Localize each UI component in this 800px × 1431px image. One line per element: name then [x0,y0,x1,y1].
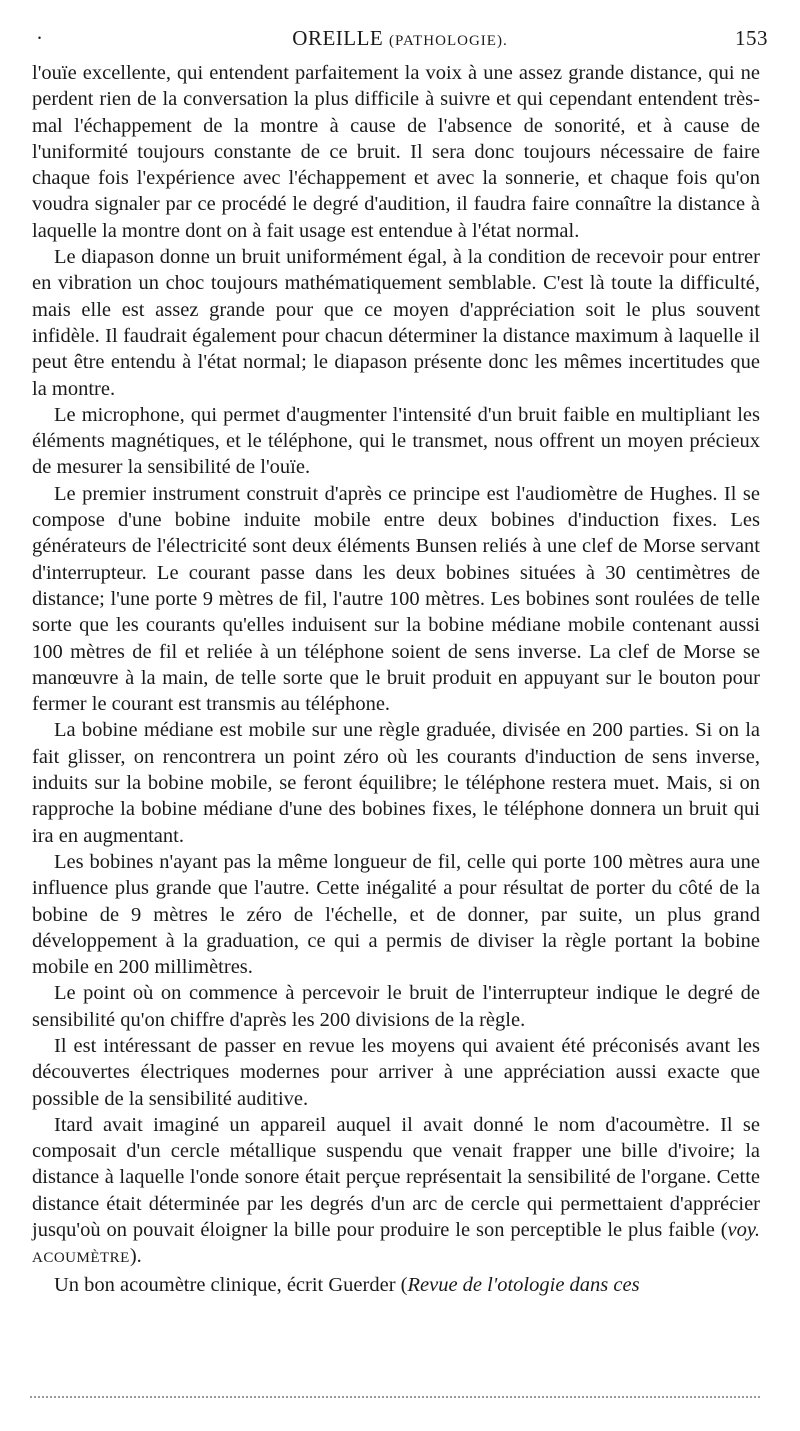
page-number: 153 [735,26,768,50]
journal-title: Revue de l'otologie dans ces [407,1273,640,1296]
footer-dotted-rule [30,1396,760,1400]
paragraph-itard [32,1112,760,1272]
cross-reference-acoumetre: ACOUMÈTRE [32,1250,130,1267]
paragraph: La bobine médiane est mobile sur une règle graduée, divisée en 200 parties. Si on la fait glisser, on rencontrera un point zéro où les courants d'induction de sens inverse, induits sur la bobine mobile, se feront équilibre; le téléphone restera muet. Mais, si on rapproche la bobine médiane d'une des bobines fixes, le téléphone donnera un bruit qui ira en augmentant. [32,719,760,847]
running-title [32,26,768,51]
paragraph: Il est intéressant de passer en revue les moyens qui avaient été préconisés avant les découvertes électriques modernes pour arriver à une appréciation aussi exacte que possible de la sensibilité auditive. [32,1034,760,1110]
itard-closing: ). [129,1245,142,1268]
running-title-subject: (PATHOLOGIE). [389,33,508,49]
voy-reference: voy. [727,1219,760,1242]
itard-text: Itard avait imaginé un appareil auquel il avait donné le nom d'acoumètre. Il se composait d'un cercle métallique suspendu que venait frapper une bille d'ivoire; la distance à laquelle l'onde sonore était perçue représentait la sensibilité de l'organe. Cette distance était déterminée par les degrés d'un arc de cercle qui permettaient d'apprécier jusqu'où on pouvait éloigner la bille pour produire le son perceptible le plus faible ( [32,1113,760,1242]
guerder-text: Un bon acoumètre clinique, écrit Guerder ( [54,1273,408,1296]
paragraph: Le premier instrument construit d'après ce principe est l'audiomètre de Hughes. Il se compose d'une bobine induite mobile entre deux bobines d'induction fixes. Les générateurs de l'électricité sont deux éléments Bunsen reliés à une clef de Morse servant d'interrupteur. Le courant passe dans les deux bobines situées à 30 centimètres de distance; l'une porte 9 mètres de fil, l'autre 100 mètres. Les bobines sont roulées de telle sorte que les courants qu'elles induisent sur la bobine médiane mobile contenant aussi 100 mètres de fil et reliée à un téléphone soient de sens inverse. La clef de Morse se manœuvre à la main, de telle sorte que le bruit produit en appuyant sur le bouton pour fermer le courant est transmis au téléphone. [32,482,760,716]
paragraph: l'ouïe excellente, qui entendent parfaitement la voix à une assez grande distance, qui ne perdent rien de la conversation la plus difficile à suivre et qui cependant entendent très-mal l'échappement de la montre à cause de l'absence de sonorité, et à cause de l'uniformité toujours constante de ce bruit. Il sera donc toujours nécessaire de faire chaque fois l'expérience avec l'échappement et avec la sonnerie, et chaque fois qu'on voudra signaler par ce procédé le degré d'audition, il faudra faire connaître la distance à laquelle la montre dont on à fait usage est entendue à l'état normal. [32,62,760,242]
paragraph: Les bobines n'ayant pas la même longueur de fil, celle qui porte 100 mètres aura une influence plus grande que l'autre. Cette inégalité a pour résultat de porter du côté de la bobine de 9 mètres le zéro de l'échelle, et de donner, par suite, un plus grand développement à la graduation, ce qui a permis de diviser la règle portant la bobine mobile en 200 millimètres. [32,850,760,979]
header-mark: · [36,26,44,50]
paragraph: Le microphone, qui permet d'augmenter l'intensité d'un bruit faible en multipliant les éléments magnétiques, et le téléphone, qui le transmet, nous offrent un moyen précieux de mesurer la sensibilité de l'ouïe. [32,403,760,479]
paragraph: Le diapason donne un bruit uniformément égal, à la condition de recevoir pour entrer en vibration un choc toujours mathématiquement semblable. C'est là toute la difficulté, mais elle est assez grande pour que ce moyen d'appréciation soit le plus souvent infidèle. Il faudrait également pour chacun déterminer la distance maximum à laquelle il peut être entendu à l'état normal; le diapason présente donc les mêmes incertitudes que la montre. [32,246,760,400]
paragraph-guerder [32,1272,760,1298]
paragraph: Le point où on commence à percevoir le bruit de l'interrupteur indique le degré de sensibilité qu'on chiffre d'après les 200 divisions de la règle. [32,982,760,1031]
running-header [32,26,768,56]
running-title-main: OREILLE [292,26,384,50]
body-text [32,60,760,1298]
